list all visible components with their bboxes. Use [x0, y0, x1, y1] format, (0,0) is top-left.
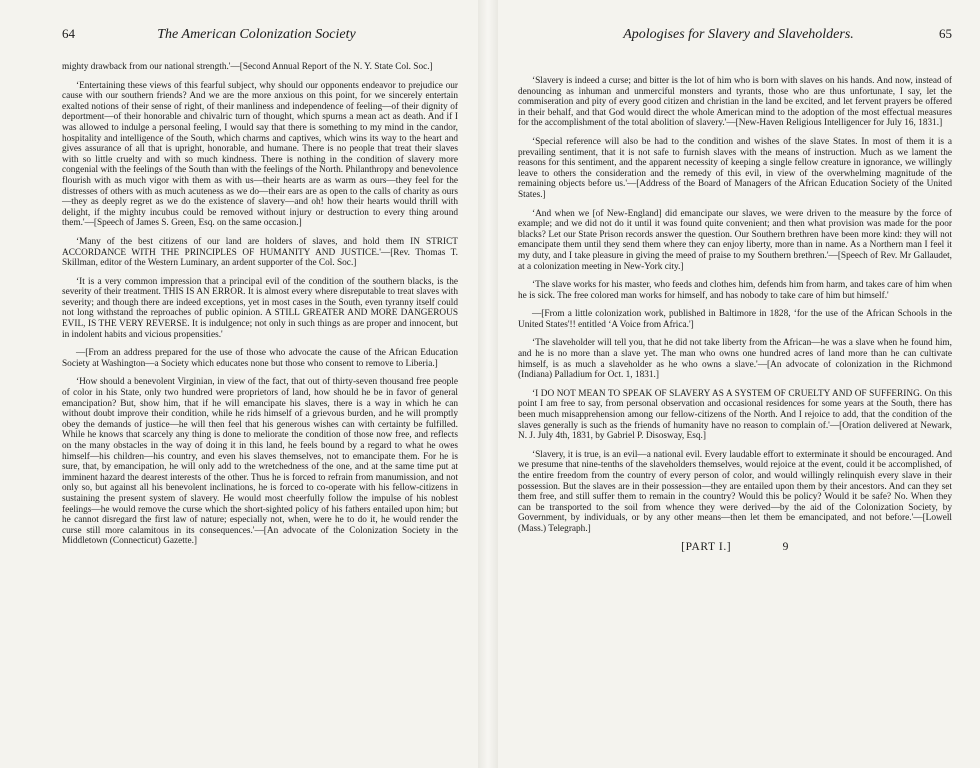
right-paragraph-4: ‘The slave works for his master, who feeds and clothes him, defends him from harm, and takes care of him when he is sick. The free colored man works for himself, and has nobody to take care of him but himself.' [518, 280, 952, 301]
page-gutter [478, 0, 498, 768]
left-running-title: The American Colonization Society [157, 27, 356, 42]
signature-mark: [PART I.] [681, 540, 732, 553]
right-paragraph-2: ‘Special reference will also be had to the condition and wishes of the slave States. In most of them it is a prevailing sentiment, that it is not safe to furnish slaves with the means of instruction. Much as we lament the reasons for this sentiment, and the apparent necessity of keeping a single fellow creature in ignorance, we willingly leave to others the consideration and the remedy of this evil, in view of the overwhelming magnitude of the remaining objects before us.'—[Address of the Board of Managers of the African Education Society of the United States.] [518, 136, 952, 200]
left-page [0, 0, 478, 768]
right-page-header [518, 26, 952, 48]
left-paragraph-4: ‘It is a very common impression that a principal evil of the condition of the southern blacks, is the severity of their treatment. THIS IS AN ERROR. It is almost every where disreputable to treat slaves with severity; and though there are indeed exceptions, yet in most cases in the South, even tyranny itself could not long withstand the reproaches of public opinion. A STILL GREATER AND MORE DANGEROUS EVIL, IS THE VERY REVERSE. It is indulgence; not only in such things as are proper and innocent, but in indolent habits and vicious propensities.' [62, 276, 458, 340]
right-paragraph-7: ‘I DO NOT MEAN TO SPEAK OF SLAVERY AS A SYSTEM OF CRUELTY AND OF SUFFERING. On this point I am free to say, from personal observation and occasional residences for some years at the South, there has been much misapprehension among our fellow-citizens of the North. And I rejoice to add, that the condition of the slaves generally is such as the friends of humanity have no reason to complain of.'—[Oration delivered at Newark, N. J. July 4th, 1831, by Gabriel P. Disosway, Esq.] [518, 388, 952, 442]
left-paragraph-2: ‘Entertaining these views of this fearful subject, why should our opponents endeavor to prejudice our cause with our southern friends? And we are the more anxious on this point, for we sincerely entertain exalted notions of their sense of right, of their manliness and independence of feeling—of their dignity of deportment—of their honorable and chivalric turn of thought, which spurns a mean act as death. And if I was allowed to indulge a personal feeling, I would say that there is something to my mind in the candor, hospitality and intelligence of the South, which charms and captives, which wins its way to the heart and gives assurance of all that is upright, honorable, and humane. There is no people that treat their slaves with so little cruelty and with so much kindness. There is nothing in the condition of slavery more congenial with the feelings of the South than with the feelings of the North. Philanthropy and benevolence flourish with as much vigor with them as with us—their hearts are as warm as ours—they feel for the distresses of others with as much acuteness as we do—their ears are as open to the calls of charity as ours—they as deeply regret as we do the existence of slavery—and oh! how their hearts would thrill with delight, if the mighty incubus could be removed without injury or destruction to every thing around them.'—[Speech of James S. Green, Esq. on the same occasion.] [62, 80, 458, 229]
left-paragraph-3: ‘Many of the best citizens of our land are holders of slaves, and hold them IN STRICT ACCORDANCE WITH THE PRINCIPLES OF HUMANITY AND JUSTICE.'—[Rev. Thomas T. Skillman, editor of the Western Luminary, an ardent supporter of the Col. Soc.] [62, 236, 458, 269]
right-running-title: Apologises for Slavery and Slaveholders. [623, 27, 854, 42]
right-paragraph-3: ‘And when we [of New-England] did emancipate our slaves, we were driven to the measure by the force of example; and we did not do it until it was found quite convenient; and then what provision was made for the poor blacks? Let our State Prison records answer the question. Our Southern brethren have been more kind: they will not emancipate them until they send them where they can enjoy liberty, more than in name. As a Northern man I feel it my duty, and I take pleasure in giving the meed of praise to my Southern brethren.'—[Speech of Rev. Mr Gallaudet, at a colonization meeting in New-York city.] [518, 208, 952, 272]
right-paragraph-8: ‘Slavery, it is true, is an evil—a national evil. Every laudable effort to exterminate it should be encouraged. And we presume that nine-tenths of the slaveholders themselves, would rejoice at the event, could it be accomplished, of the entire freedom from the country of every person of color, and would willingly relinquish every slave in their possession. But the slaves are in their possession—they are entailed upon them by their ancestors. And can they set them free, and still suffer them to remain in the country? Would this be policy? Would it be safe? No. When they can be transported to the soil from whence they were derived—by the aid of the Colonization Society, by Government, by individuals, or by any other means—then let them be emancipated, and not before.'—[Lowell (Mass.) Telegraph.] [518, 449, 952, 534]
left-page-body [62, 62, 458, 547]
signature-footer [518, 541, 952, 553]
left-page-header [62, 26, 458, 48]
signature-number: 9 [782, 540, 789, 553]
right-paragraph-1: ‘Slavery is indeed a curse; and bitter is the lot of him who is born with slaves on his hands. And now, instead of denouncing as inhuman and unmerciful monsters and tyrants, those who are thus unfortunate, I say, let the commiseration and pity of every good citizen and christian in the land be excited, and let fervent prayers be offered in their behalf, and that God would direct the whole American mind to the adoption of the most effectual measures for the accomplishment of the total abolition of slavery.'—[New-Haven Religious Intelligencer for July 16, 1831.] [518, 76, 952, 129]
right-page-body [518, 76, 952, 535]
right-paragraph-5: —[From a little colonization work, published in Baltimore in 1828, ‘for the use of the African Schools in the United States'!! entitled ‘A Voice from Africa.'] [518, 309, 952, 330]
right-page-number: 65 [938, 26, 952, 41]
left-paragraph-6: ‘How should a benevolent Virginian, in view of the fact, that out of thirty-seven thousand free people of color in his State, only two hundred were proprietors of land, how should he be in favor of general emancipation? But, show him, that if he will emancipate his slaves, there is a way in which he can without doubt improve their condition, while he rids himself of a grievous burden, and he will promptly obey the demands of justice—he will then feel that his generous wishes can with certainty be fulfilled. While he knows that scarcely any thing is done to meliorate the condition of those now free, and reflects on the many obstacles in the way of doing it in this land, he feels bound by a regard to what he owes himself—his children—his country, and even his slaves themselves, not to emancipate them. For he is sure, that, by emancipation, he will only add to the wretchedness of the one, and at the same time put at imminent hazard the dearest interests of the other. Thus he is forced to refrain from manumission, and not only so, but against all his benevolent inclinations, he is forced to co-operate with his fellow-citizens in sustaining the present system of slavery. He would most cheerfully follow the impulse of his noblest feelings—he would remove the curse which the short-sighted policy of his fathers entailed upon him; but he cannot disregard the first law of nature; especially not, when, were he to do it, he would render the curse still more calamitous in its consequences.'—[An advocate of the Colonization Society in the Middletown (Connecticut) Gazette.] [62, 377, 458, 547]
left-paragraph-1: mighty drawback from our national strength.'—[Second Annual Report of the N. Y. State Col. Soc.] [62, 62, 433, 72]
right-page [498, 0, 980, 768]
right-paragraph-6: ‘The slaveholder will tell you, that he did not take liberty from the African—he was a slave when he found him, and he is no more than a slave yet. The man who owns one hundred acres of land more than he can cultivate himself, is as much a slaveholder as he who owns a slave.'—[An advocate of colonization in the Richmond (Indiana) Palladium for Oct. 1, 1831.] [518, 338, 952, 381]
left-page-number: 64 [62, 26, 75, 41]
left-paragraph-5: —[From an address prepared for the use of those who advocate the cause of the African Education Society at Washington—a Society which educates none but those who consent to remove to Liberia.] [62, 348, 458, 369]
